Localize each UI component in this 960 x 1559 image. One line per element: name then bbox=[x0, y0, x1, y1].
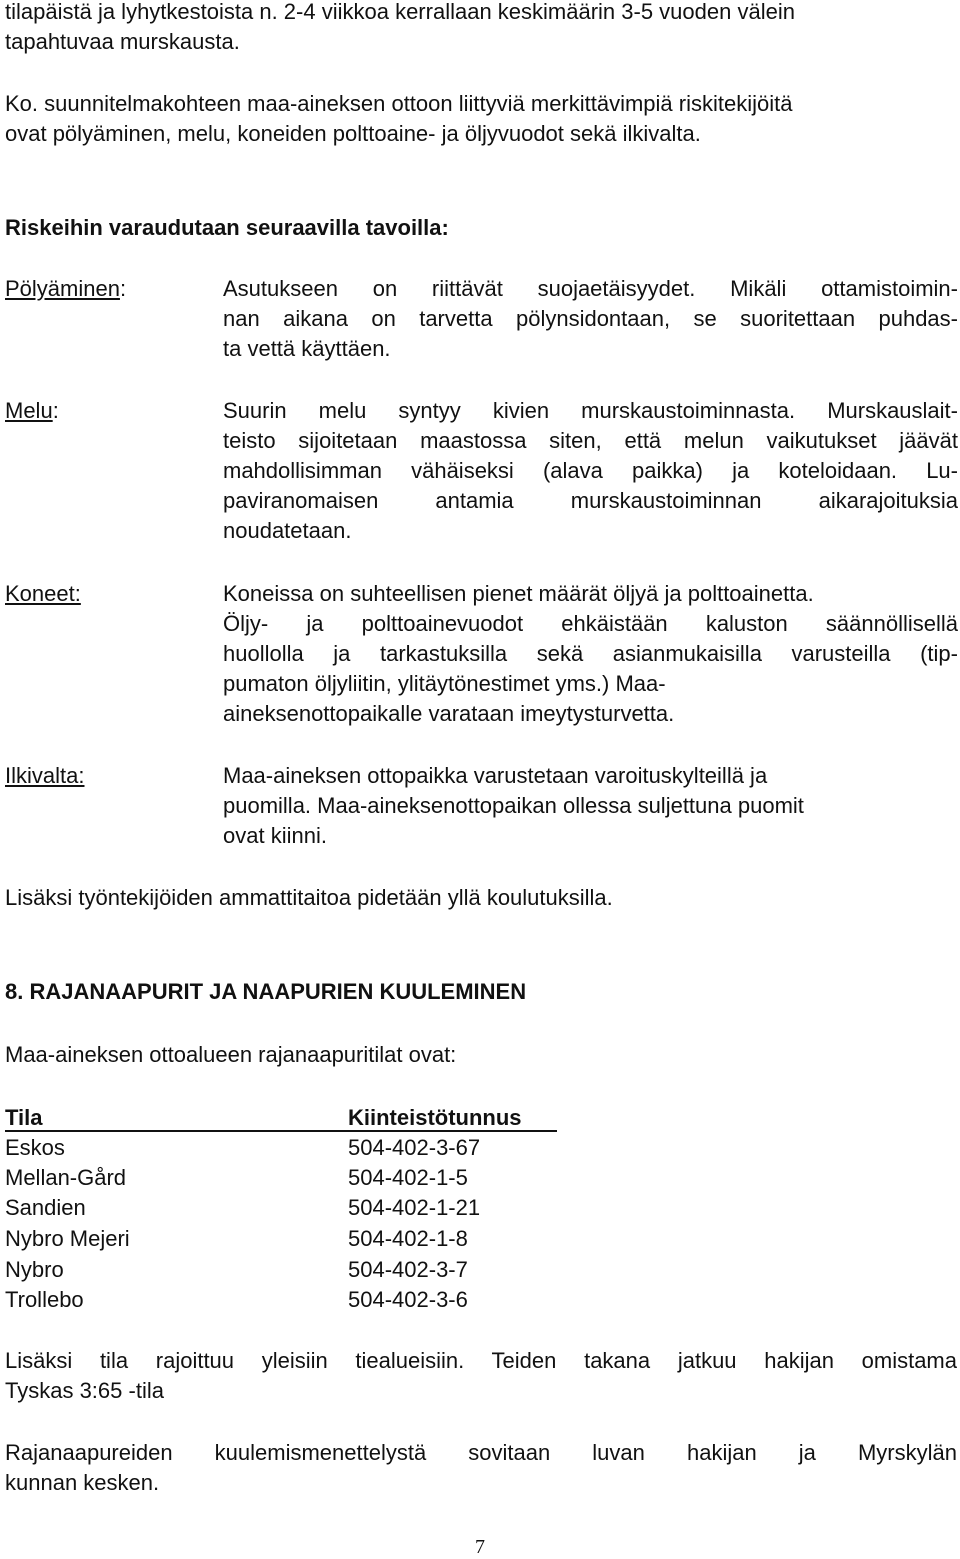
risk-desc-noise bbox=[223, 396, 958, 546]
table-row bbox=[5, 1255, 605, 1285]
table-row bbox=[5, 1163, 605, 1193]
cell-tila: Nybro bbox=[5, 1257, 64, 1282]
intro-paragraph bbox=[5, 0, 957, 57]
risk-label-text: Melu bbox=[5, 398, 53, 423]
risk-intro-paragraph bbox=[5, 89, 957, 149]
extra-note-line: Tyskas 3:65 -tila bbox=[5, 1378, 164, 1403]
risk-desc-line: puomilla. Maa-aineksenottopaikan ollessa suljettuna puomit bbox=[223, 793, 804, 818]
cell-tila: Trollebo bbox=[5, 1287, 84, 1312]
risk-desc-line: Maa-aineksen ottopaikka varustetaan varoituskylteillä ja bbox=[223, 763, 768, 788]
risk-desc-machines bbox=[223, 579, 958, 729]
cell-tila: Sandien bbox=[5, 1195, 86, 1220]
risk-desc-line: ovat kiinni. bbox=[223, 823, 327, 848]
table-row bbox=[5, 1285, 605, 1315]
risk-desc-line: Öljy- ja polttoainevuodot ehkäistään kaluston säännöllisellä bbox=[223, 611, 958, 636]
risk-desc-line: teisto sijoitetaan maastossa siten, että melun vaikutukset jäävät bbox=[223, 428, 958, 453]
risk-label-text: Koneet: bbox=[5, 581, 81, 606]
risk-label-dust bbox=[5, 274, 126, 304]
risk-desc-line: Koneissa on suhteellisen pienet määrät öljyä ja polttoainetta. bbox=[223, 581, 814, 606]
risk-desc-line: nan aikana on tarvetta pölynsidontaan, se suoritettaan puhdas- bbox=[223, 306, 958, 331]
risk-label-text: Pölyäminen bbox=[5, 276, 120, 301]
risks-heading: Riskeihin varaudutaan seuraavilla tavoilla: bbox=[5, 215, 449, 240]
risk-intro-line: Ko. suunnitelmakohteen maa-aineksen ottoon liittyviä merkittävimpiä riskitekijöitä bbox=[5, 91, 793, 116]
risk-desc-vandalism bbox=[223, 761, 958, 851]
risk-label-colon: : bbox=[52, 398, 59, 423]
training-note: Lisäksi työntekijöiden ammattitaitoa pidetään yllä koulutuksilla. bbox=[5, 885, 613, 910]
cell-tila: Mellan-Gård bbox=[5, 1165, 127, 1190]
risk-desc-line: huollolla ja tarkastuksilla sekä asianmukaisilla varusteilla (tip- bbox=[223, 641, 958, 666]
neighbors-intro: Maa-aineksen ottoalueen rajanaapuritilat ovat: bbox=[5, 1042, 457, 1067]
cell-kiinteistotunnus: 504-402-3-67 bbox=[348, 1135, 481, 1160]
table-row bbox=[5, 1193, 605, 1223]
risk-desc-line: aineksenottopaikalle varataan imeytysturvetta. bbox=[223, 701, 675, 726]
neighbor-table-header bbox=[5, 1103, 557, 1133]
page-number: 7 bbox=[475, 1536, 485, 1558]
risk-desc-line: ta vettä käyttäen. bbox=[223, 336, 391, 361]
cell-tila: Eskos bbox=[5, 1135, 65, 1160]
table-row bbox=[5, 1224, 605, 1254]
cell-kiinteistotunnus: 504-402-3-6 bbox=[348, 1287, 468, 1312]
risk-label-noise bbox=[5, 396, 59, 426]
intro-line: tilapäistä ja lyhytkestoista n. 2-4 viikkoa kerrallaan keskimäärin 3-5 vuoden välein bbox=[5, 0, 795, 24]
risk-label-vandalism bbox=[5, 761, 84, 791]
risk-desc-line: paviranomaisen antamia murskaustoiminnan aikarajoituksia bbox=[223, 488, 958, 513]
consultation-note bbox=[5, 1438, 957, 1498]
risk-label-machines bbox=[5, 579, 81, 609]
cell-tila: Nybro Mejeri bbox=[5, 1226, 130, 1251]
risk-intro-line: ovat pölyäminen, melu, koneiden polttoaine- ja öljyvuodot sekä ilkivalta. bbox=[5, 121, 701, 146]
extra-note bbox=[5, 1346, 957, 1406]
header-underline bbox=[5, 1130, 557, 1132]
section-heading: 8. RAJANAAPURIT JA NAAPURIEN KUULEMINEN bbox=[5, 979, 527, 1004]
risk-desc-line: Suurin melu syntyy kivien murskaustoiminnasta. Murskauslait- bbox=[223, 398, 958, 423]
consultation-note-line: kunnan kesken. bbox=[5, 1470, 160, 1495]
risk-label-text: Ilkivalta: bbox=[5, 763, 85, 788]
table-row bbox=[5, 1133, 605, 1163]
risk-desc-line: mahdollisimman vähäiseksi (alava paikka) ja koteloidaan. Lu- bbox=[223, 458, 958, 483]
risk-desc-line: Asutukseen on riittävät suojaetäisyydet. Mikäli ottamistoimin- bbox=[223, 276, 958, 301]
risk-desc-line: pumaton öljyliitin, ylitäytönestimet yms.) Maa- bbox=[223, 671, 666, 696]
extra-note-line: Lisäksi tila rajoittuu yleisiin tiealueisiin. Teiden takana jatkuu hakijan omistama bbox=[5, 1348, 957, 1373]
risk-desc-dust bbox=[223, 274, 958, 364]
cell-kiinteistotunnus: 504-402-1-5 bbox=[348, 1165, 468, 1190]
column-header-tila: Tila bbox=[5, 1105, 43, 1130]
risk-label-colon: : bbox=[119, 276, 127, 301]
cell-kiinteistotunnus: 504-402-1-8 bbox=[348, 1226, 468, 1251]
cell-kiinteistotunnus: 504-402-3-7 bbox=[348, 1257, 468, 1282]
consultation-note-line: Rajanaapureiden kuulemismenettelystä sovitaan luvan hakijan ja Myrskylän bbox=[5, 1440, 957, 1465]
cell-kiinteistotunnus: 504-402-1-21 bbox=[348, 1195, 481, 1220]
intro-line: tapahtuvaa murskausta. bbox=[5, 29, 240, 54]
risk-desc-line: noudatetaan. bbox=[223, 518, 352, 543]
column-header-kiinteistotunnus: Kiinteistötunnus bbox=[348, 1105, 522, 1130]
